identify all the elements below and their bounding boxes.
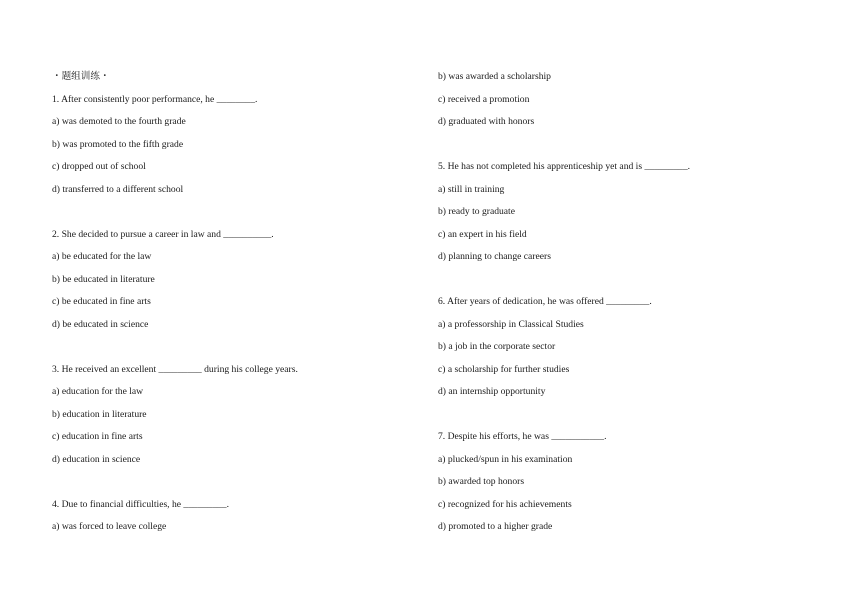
question-6-stem: 6. After years of dedication, he was offered _________. — [438, 296, 652, 307]
question-6-option-d: d) an internship opportunity — [438, 386, 546, 397]
spacer — [438, 404, 818, 427]
question-4-option-d: d) graduated with honors — [438, 116, 535, 127]
spacer — [52, 471, 432, 494]
spacer — [438, 269, 818, 292]
question-1-stem: 1. After consistently poor performance, he ________. — [52, 93, 258, 105]
question-3-option-b: b) education in literature — [52, 408, 147, 420]
question-2-option-a: a) be educated for the law — [52, 251, 152, 262]
question-7-option-b: b) awarded top honors — [438, 476, 525, 487]
question-4-option-b: b) was awarded a scholarship — [438, 71, 551, 82]
question-5-option-a: a) still in training — [438, 183, 505, 195]
question-7-option-c: c) recognized for his achievements — [438, 498, 572, 510]
spacer — [438, 134, 818, 157]
question-7-option-a: a) plucked/spun in his examination — [438, 453, 573, 465]
question-3-option-d: d) education in science — [52, 453, 141, 465]
question-4-stem: 4. Due to financial difficulties, he _________. — [52, 498, 230, 510]
spacer — [52, 201, 432, 224]
question-4-option-c: c) received a promotion — [438, 93, 530, 105]
question-4-option-a: a) was forced to leave college — [52, 521, 167, 532]
question-2-option-b: b) be educated in literature — [52, 273, 155, 285]
question-5-stem: 5. He has not completed his apprenticeship yet and is _________. — [438, 161, 691, 172]
question-3-stem: 3. He received an excellent _________ during his college years. — [52, 363, 298, 375]
question-5-option-d: d) planning to change careers — [438, 251, 551, 262]
question-6-option-c: c) a scholarship for further studies — [438, 363, 570, 375]
question-6-option-b: b) a job in the corporate sector — [438, 341, 556, 352]
question-5-option-b: b) ready to graduate — [438, 206, 515, 217]
question-1-option-c: c) dropped out of school — [52, 161, 146, 172]
question-2-option-d: d) be educated in science — [52, 318, 149, 330]
question-3-option-a: a) education for the law — [52, 386, 144, 397]
question-2-stem: 2. She decided to pursue a career in law and __________. — [52, 228, 274, 240]
question-1-option-a: a) was demoted to the fourth grade — [52, 116, 186, 127]
section-header: ・题组训练・ — [52, 71, 110, 82]
left-column — [52, 66, 432, 539]
question-7-option-d: d) promoted to a higher grade — [438, 521, 553, 532]
question-3-option-c: c) education in fine arts — [52, 431, 143, 442]
question-7-stem: 7. Despite his efforts, he was ___________. — [438, 431, 607, 442]
question-6-option-a: a) a professorship in Classical Studies — [438, 318, 584, 330]
spacer — [52, 336, 432, 359]
right-column — [438, 66, 818, 539]
question-1-option-b: b) was promoted to the fifth grade — [52, 138, 184, 150]
question-1-option-d: d) transferred to a different school — [52, 183, 184, 195]
question-5-option-c: c) an expert in his field — [438, 228, 527, 240]
question-2-option-c: c) be educated in fine arts — [52, 296, 151, 307]
